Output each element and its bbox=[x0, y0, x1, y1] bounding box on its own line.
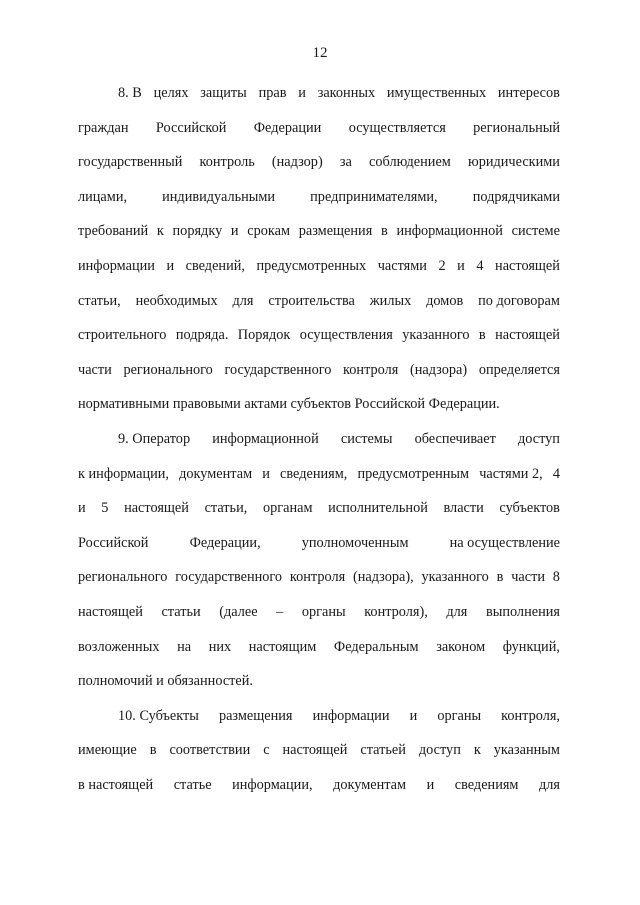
word: них bbox=[208, 638, 232, 655]
word: на осуществление bbox=[449, 534, 560, 551]
word: и bbox=[298, 85, 306, 101]
word: юридическими bbox=[468, 154, 560, 171]
word: регионального bbox=[78, 569, 168, 586]
word: имеющие bbox=[78, 742, 137, 759]
word: органы bbox=[437, 707, 482, 724]
word: в настоящей bbox=[78, 776, 154, 793]
text-line bbox=[78, 733, 560, 768]
word: контроля), bbox=[364, 603, 428, 620]
word: статье bbox=[173, 776, 212, 793]
text-line bbox=[78, 560, 560, 595]
word: по договорам bbox=[478, 292, 560, 309]
word: информации, bbox=[232, 776, 313, 793]
word: региональный bbox=[473, 119, 560, 136]
word: органы bbox=[301, 603, 346, 620]
word: доступ bbox=[517, 430, 560, 447]
word: и bbox=[262, 465, 270, 482]
word: контроля bbox=[343, 361, 399, 378]
word: Российской bbox=[78, 534, 149, 551]
word: настоящей bbox=[282, 742, 348, 759]
word: Федерации bbox=[253, 119, 322, 136]
word: подряда. bbox=[175, 327, 229, 344]
word: соответствии bbox=[169, 742, 251, 759]
text-line bbox=[78, 249, 560, 284]
word: 8. В bbox=[118, 85, 142, 101]
word: системе bbox=[511, 223, 560, 240]
text-line bbox=[78, 595, 560, 630]
word: срокам bbox=[247, 223, 291, 240]
word: определяется bbox=[478, 361, 560, 378]
text-line bbox=[78, 318, 560, 353]
word: (далее bbox=[219, 603, 258, 620]
word: Федеральным bbox=[333, 638, 419, 655]
word: органам bbox=[262, 500, 313, 517]
word: доступ bbox=[418, 742, 461, 759]
word: Российской bbox=[155, 119, 227, 136]
word: частями 2, bbox=[479, 465, 543, 482]
paragraph bbox=[78, 699, 560, 803]
word: статьи bbox=[161, 603, 201, 620]
word: сведениям bbox=[454, 776, 519, 793]
word: (надзора), bbox=[352, 569, 414, 586]
word: соблюдением bbox=[369, 154, 451, 171]
text-line bbox=[78, 353, 560, 388]
page-number: 12 bbox=[312, 45, 328, 61]
word: в bbox=[478, 327, 486, 344]
word: осуществляется bbox=[348, 119, 446, 136]
word: исполнительной bbox=[328, 500, 428, 517]
paragraph bbox=[78, 422, 560, 699]
word: контроля, bbox=[501, 707, 560, 724]
word: настоящей bbox=[78, 603, 143, 620]
word: с bbox=[263, 742, 270, 759]
word: контроль bbox=[199, 154, 255, 171]
word: указанного bbox=[421, 569, 489, 586]
word: системы bbox=[340, 430, 393, 447]
word: 4 bbox=[476, 257, 484, 274]
word: указанным bbox=[493, 742, 560, 759]
word: и bbox=[78, 500, 86, 517]
text-line bbox=[78, 214, 560, 249]
word: статьи, bbox=[78, 292, 121, 309]
word: и bbox=[409, 707, 418, 724]
text-line bbox=[78, 630, 560, 665]
word: за bbox=[339, 154, 352, 171]
word: документам bbox=[333, 776, 407, 793]
word: и bbox=[457, 257, 465, 274]
word: государственного bbox=[224, 361, 332, 378]
word: настоящей bbox=[124, 500, 189, 517]
word: 4 bbox=[552, 465, 560, 482]
text-line bbox=[78, 422, 560, 457]
word: (надзор) bbox=[271, 154, 323, 171]
word: государственного bbox=[175, 569, 283, 586]
word: настоящим bbox=[248, 638, 317, 655]
word: обеспечивает bbox=[414, 430, 496, 447]
word: власти bbox=[443, 500, 484, 517]
text-line bbox=[78, 180, 560, 215]
word: предусмотренным bbox=[357, 465, 470, 482]
word: имущественных bbox=[386, 85, 487, 101]
word: информации bbox=[78, 257, 155, 274]
word: предусмотренных bbox=[256, 257, 367, 274]
word: в bbox=[380, 223, 388, 240]
word: подрядчиками bbox=[472, 188, 560, 205]
word: функций, bbox=[502, 638, 560, 655]
word: контроля bbox=[289, 569, 346, 586]
word: указанного bbox=[402, 327, 470, 344]
word: 2 bbox=[438, 257, 446, 274]
word: законных bbox=[317, 85, 376, 101]
word: для bbox=[446, 603, 468, 620]
word: предпринимателями, bbox=[310, 188, 438, 205]
word: размещения bbox=[218, 707, 293, 724]
document-body bbox=[78, 76, 560, 802]
word: и bbox=[166, 257, 175, 274]
text-line bbox=[78, 491, 560, 526]
word: сведениям, bbox=[280, 465, 348, 482]
word: защиты bbox=[200, 85, 247, 101]
word: осуществления bbox=[299, 327, 393, 344]
paragraph bbox=[78, 76, 560, 422]
word: к bbox=[473, 742, 481, 759]
word: частями bbox=[377, 257, 427, 274]
word: домов bbox=[426, 292, 464, 309]
word: и bbox=[426, 776, 435, 793]
text-line bbox=[78, 145, 560, 180]
word: 8 bbox=[552, 569, 560, 586]
word: информационной bbox=[212, 430, 319, 447]
text-line bbox=[78, 526, 560, 561]
word: законом bbox=[436, 638, 486, 655]
word: к bbox=[156, 223, 164, 240]
word: Федерации, bbox=[189, 534, 261, 551]
word: части bbox=[511, 569, 545, 586]
word: необходимых bbox=[135, 292, 218, 309]
word: порядку bbox=[172, 223, 223, 240]
word: 10. Субъекты bbox=[118, 707, 199, 724]
word: Порядок bbox=[237, 327, 291, 344]
word: строительства bbox=[268, 292, 355, 309]
word: 9. Оператор bbox=[118, 430, 191, 447]
word: 5 bbox=[101, 500, 109, 517]
word: настоящей bbox=[495, 257, 560, 274]
word: в bbox=[149, 742, 157, 759]
word: строительного bbox=[78, 327, 167, 344]
word: субъектов bbox=[499, 500, 560, 517]
word: статьей bbox=[360, 742, 406, 759]
word: граждан bbox=[78, 119, 129, 136]
word: уполномоченным bbox=[301, 534, 409, 551]
word: настоящей bbox=[495, 327, 560, 344]
text-line bbox=[78, 111, 560, 146]
word: для bbox=[232, 292, 254, 309]
word: к информации, bbox=[78, 465, 169, 482]
word: интересов bbox=[497, 85, 560, 101]
text-line-last: полномочий и обязанностей. bbox=[78, 673, 253, 690]
text-line bbox=[78, 699, 560, 734]
word: размещения bbox=[298, 223, 373, 240]
word: информации bbox=[312, 707, 390, 724]
word: индивидуальными bbox=[162, 188, 276, 205]
text-line bbox=[78, 76, 560, 111]
word: прав bbox=[258, 85, 287, 101]
word: – bbox=[276, 603, 284, 620]
word: на bbox=[177, 638, 192, 655]
word: требований bbox=[78, 223, 149, 240]
word: целях bbox=[153, 85, 189, 101]
word: статьи, bbox=[204, 500, 248, 517]
word: в bbox=[496, 569, 504, 586]
word: возложенных bbox=[78, 638, 160, 655]
text-line-last: нормативными правовыми актами субъектов Российской Федерации. bbox=[78, 396, 500, 413]
text-line bbox=[78, 768, 560, 803]
word: информационной bbox=[396, 223, 503, 240]
word: лицами, bbox=[78, 188, 128, 205]
word: государственный bbox=[78, 154, 183, 171]
word: (надзора) bbox=[409, 361, 468, 378]
word: для bbox=[538, 776, 560, 793]
word: документам bbox=[179, 465, 253, 482]
word: и bbox=[230, 223, 239, 240]
word: выполнения bbox=[485, 603, 560, 620]
text-line bbox=[78, 284, 560, 319]
word: жилых bbox=[369, 292, 412, 309]
word: части bbox=[78, 361, 112, 378]
word: регионального bbox=[123, 361, 213, 378]
word: сведений, bbox=[185, 257, 245, 274]
text-line bbox=[78, 457, 560, 492]
